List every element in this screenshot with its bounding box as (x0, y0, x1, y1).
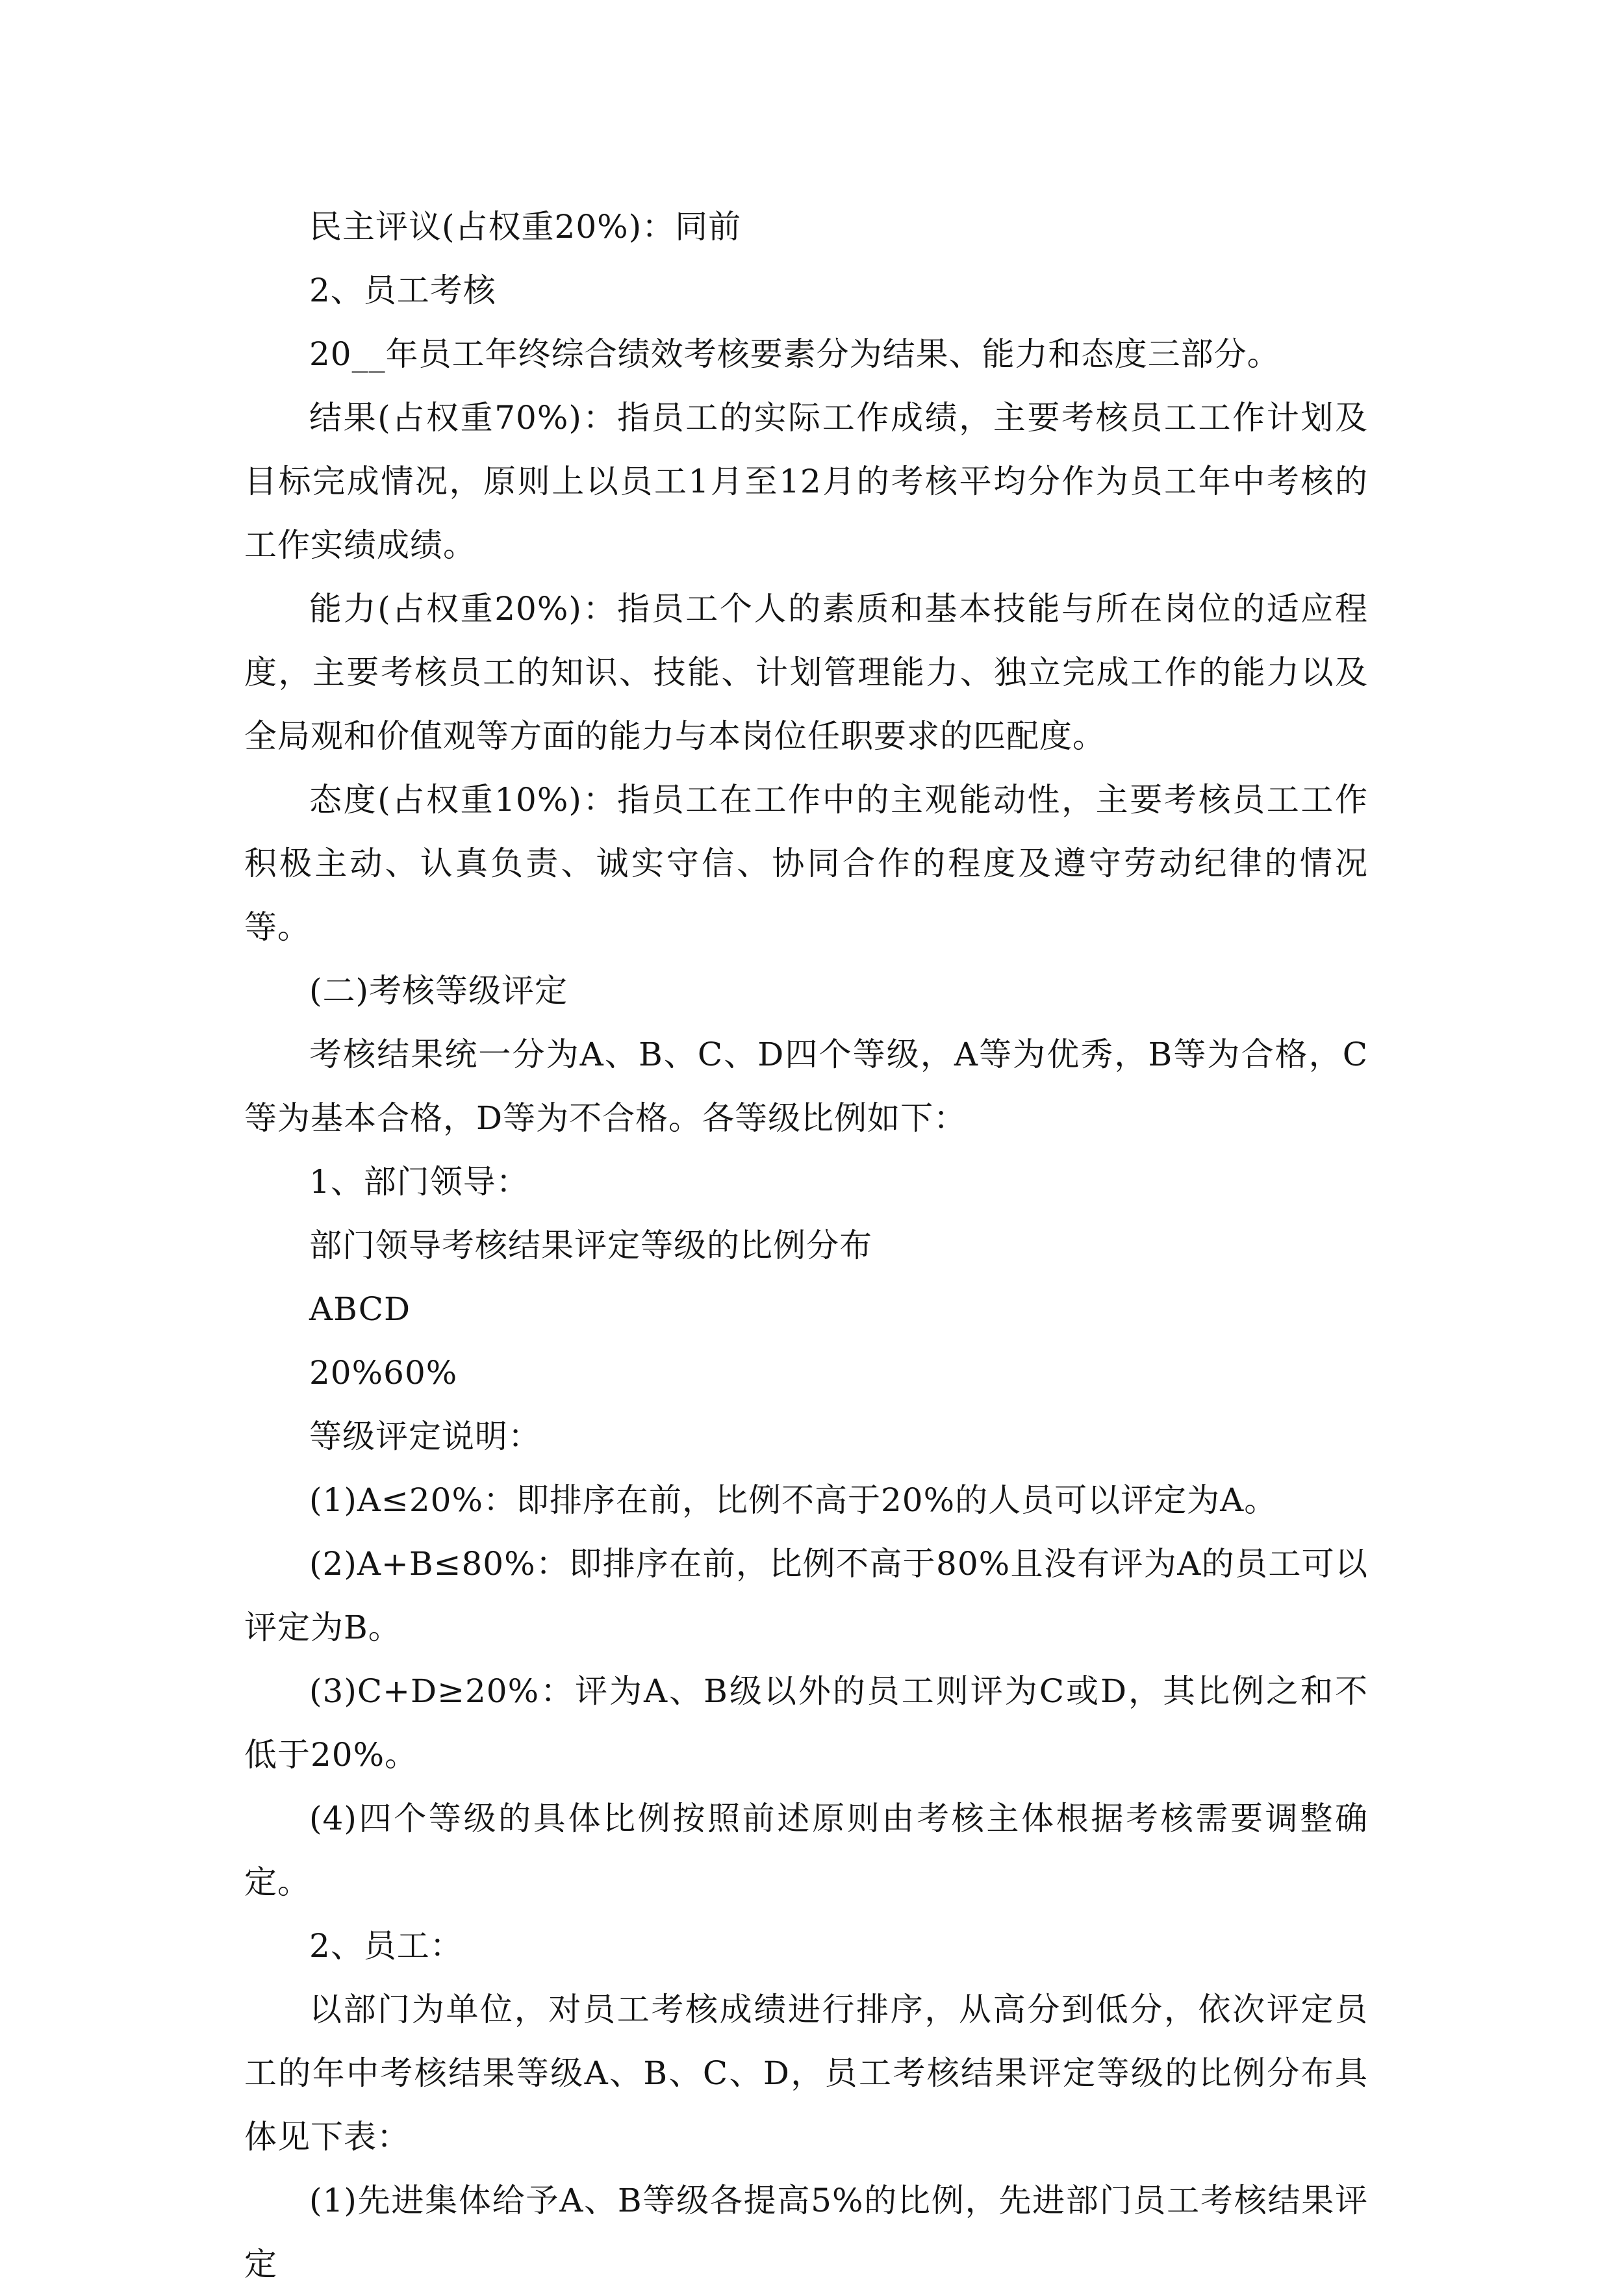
heading-employees: 2、员工： (309, 1927, 463, 1965)
document-body (244, 195, 1368, 2296)
paragraph-results-weight: 结果(占权重70%)：指员工的实际工作成绩，主要考核员工工作计划及目标完成情况，原则上以员工1月至12月的考核平均分作为员工年中考核的工作实绩成绩。 (244, 399, 1368, 564)
heading-employee-assessment: 2、员工考核 (309, 272, 496, 309)
paragraph-employee-ranking: 以部门为单位，对员工考核成绩进行排序，从高分到低分，依次评定员工的年中考核结果等级A、B、C、D，员工考核结果评定等级的比例分布具体见下表： (244, 1991, 1368, 2156)
note-grade-c-plus-d: (3)C+D≥20%：评为A、B级以外的员工则评为C或D，其比例之和不低于20%。 (244, 1672, 1368, 1774)
note-grade-adjustment: (4)四个等级的具体比例按照前述原则由考核主体根据考核需要调整确定。 (244, 1800, 1368, 1901)
heading-grade-notes: 等级评定说明： (309, 1418, 541, 1455)
paragraph-ability-weight: 能力(占权重20%)：指员工个人的素质和基本技能与所在岗位的适应程度，主要考核员工的知识、技能、计划管理能力、独立完成工作的能力以及全局观和价值观等方面的能力与本岗位任职要求的匹配度。 (244, 590, 1368, 755)
paragraph-democratic-review: 民主评议(占权重20%)：同前 (309, 208, 742, 246)
paragraph-attitude-weight: 态度(占权重10%)：指员工在工作中的主观能动性，主要考核员工工作积极主动、认真负责、诚实守信、协同合作的程度及遵守劳动纪律的情况等。 (244, 781, 1368, 946)
paragraph-advanced-collective: (1)先进集体给予A、B等级各提高5%的比例，先进部门员工考核结果评定 (244, 2182, 1368, 2283)
heading-grade-evaluation: (二)考核等级评定 (309, 972, 568, 1010)
note-grade-a-plus-b: (2)A+B≤80%：即排序在前，比例不高于80%且没有评为A的员工可以评定为B。 (244, 1545, 1368, 1646)
paragraph-grade-levels: 考核结果统一分为A、B、C、D四个等级，A等为优秀，B等为合格，C等为基本合格，D等为不合格。各等级比例如下： (244, 1036, 1368, 1137)
heading-department-leaders: 1、部门领导： (309, 1163, 529, 1201)
grade-percent-row: 20%60% (309, 1354, 458, 1392)
grade-letters-row: ABCD (309, 1290, 411, 1328)
note-grade-a: (1)A≤20%：即排序在前，比例不高于20%的人员可以评定为A。 (309, 1481, 1278, 1519)
paragraph-leader-distribution: 部门领导考核结果评定等级的比例分布 (309, 1227, 872, 1264)
paragraph-assessment-elements: 20__年员工年终综合绩效考核要素分为结果、能力和态度三部分。 (309, 335, 1280, 373)
